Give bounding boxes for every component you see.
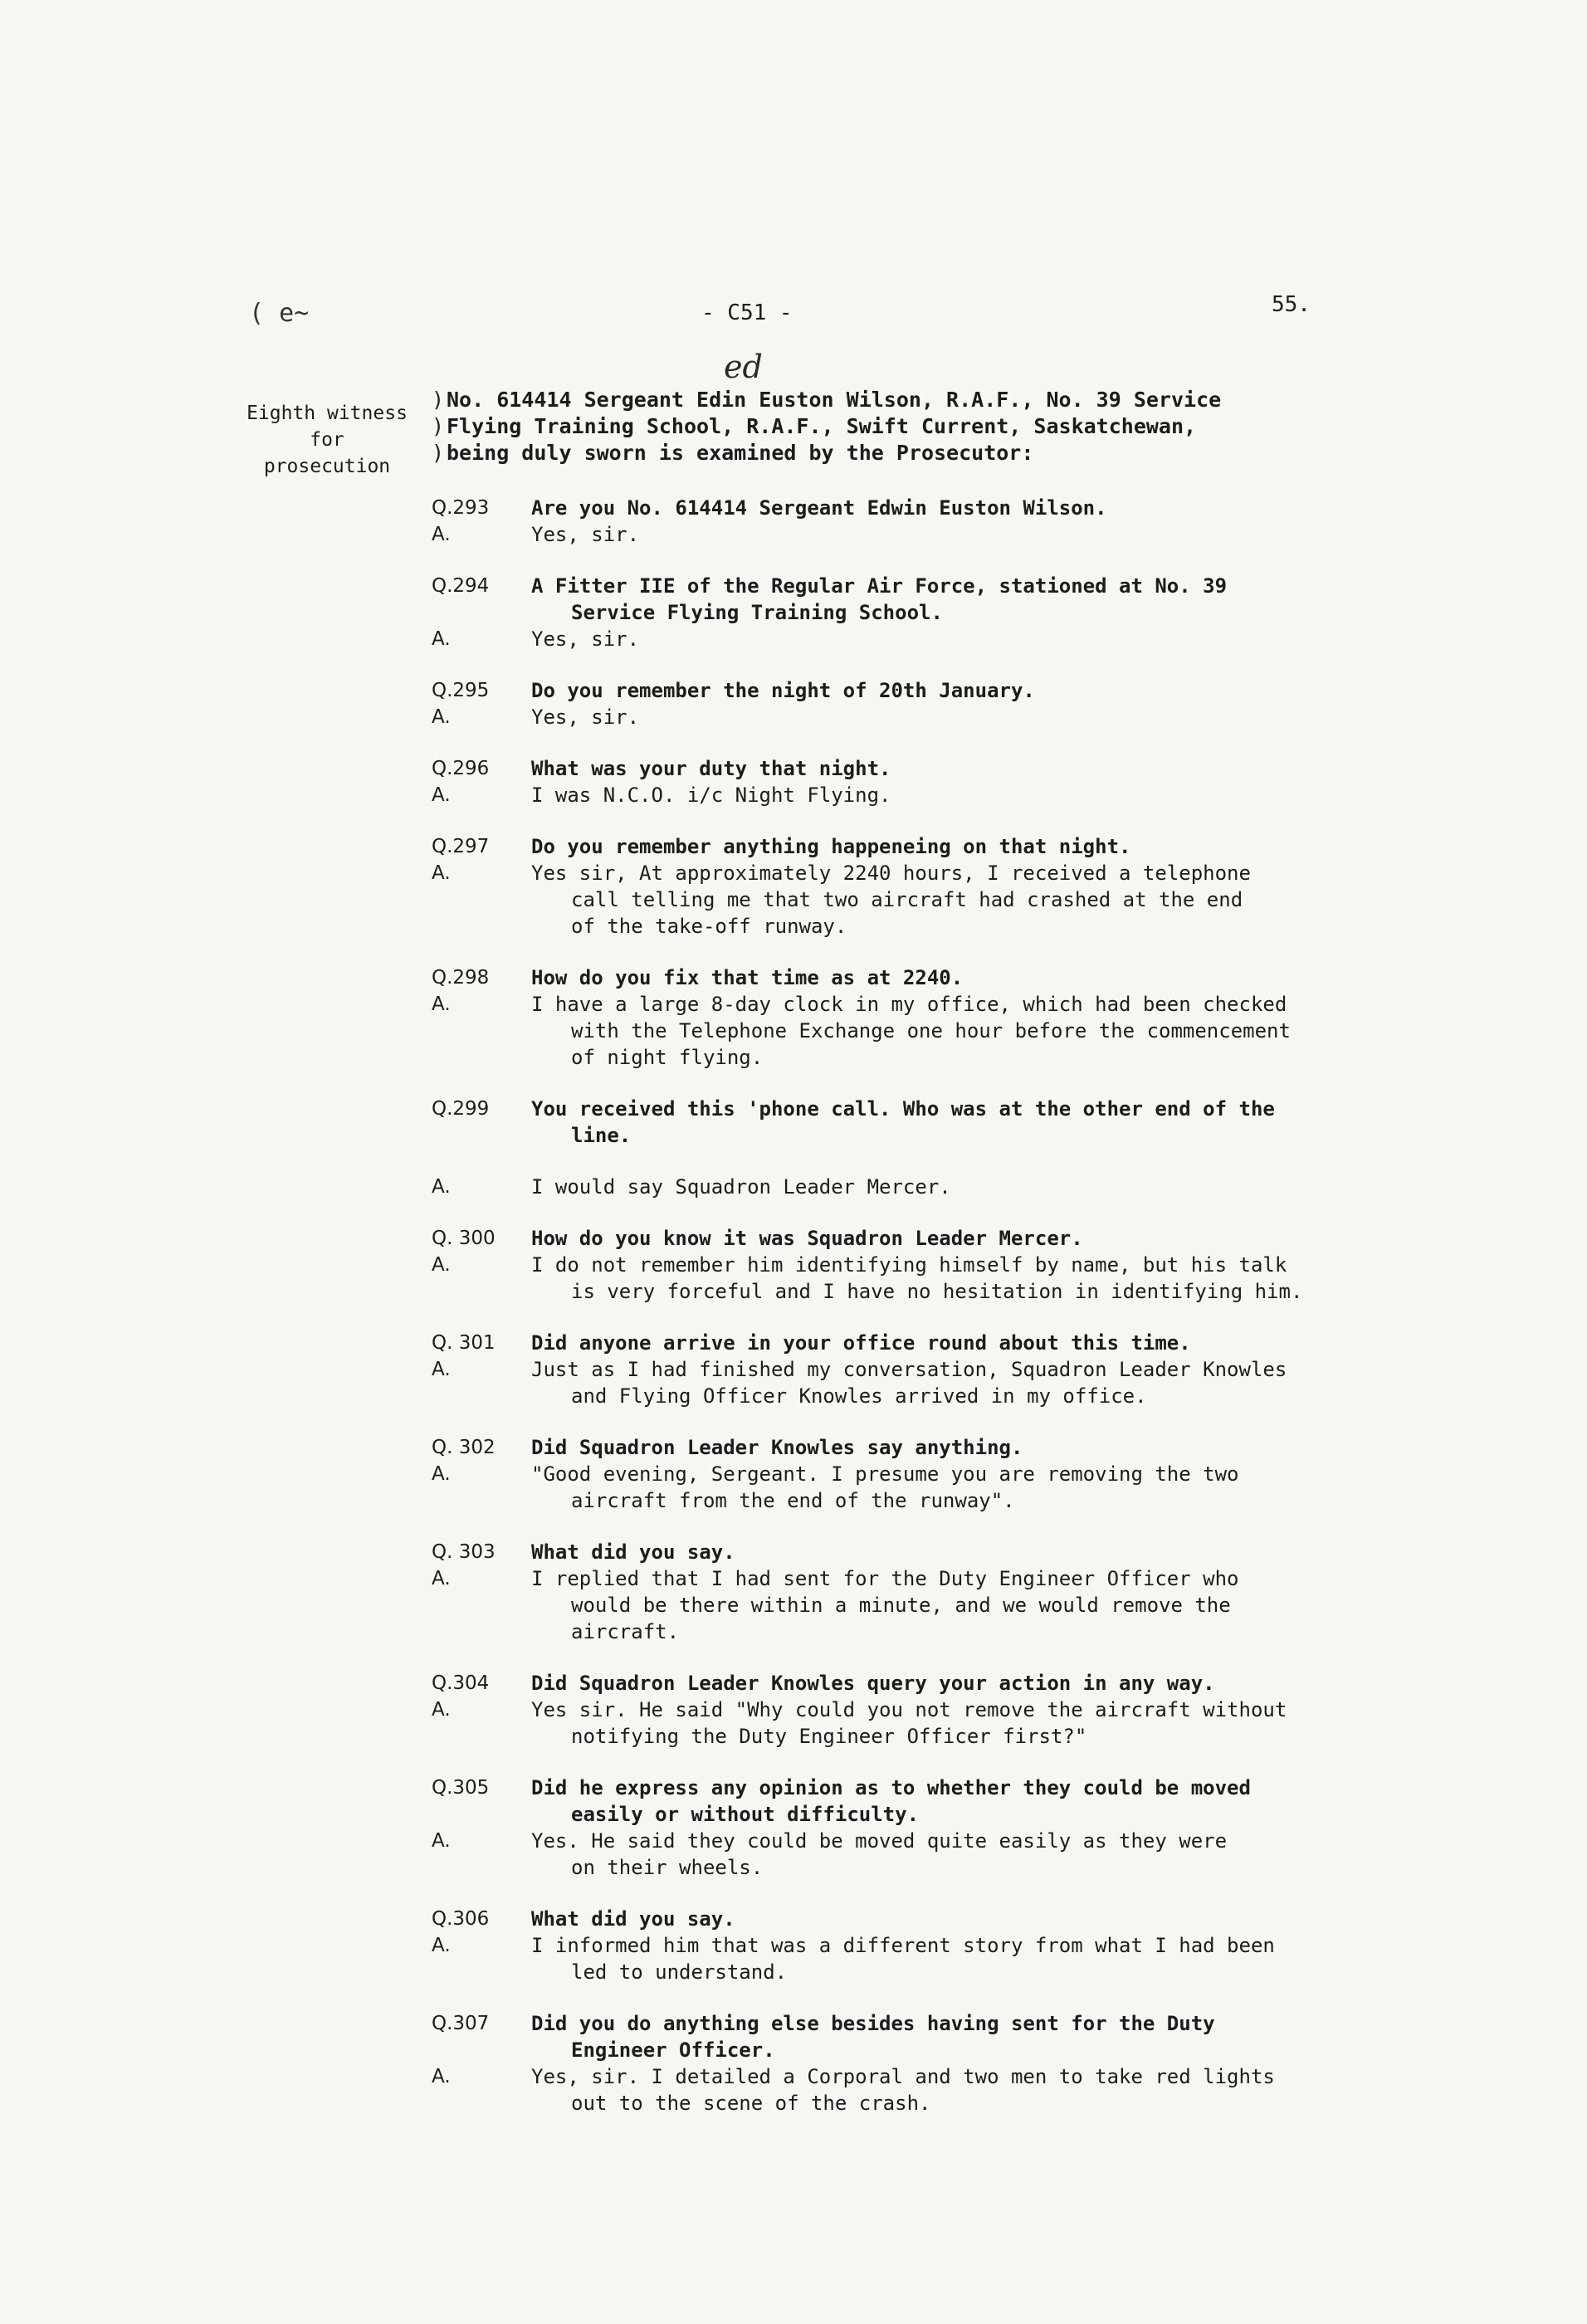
- question-number: Q.298: [432, 967, 490, 989]
- question-line: Engineer Officer.: [571, 2038, 775, 2062]
- answer-label: A.: [432, 628, 451, 650]
- question-number: Q. 303: [432, 1541, 496, 1563]
- qa-block: [432, 573, 1378, 652]
- qa-block: [432, 677, 1378, 730]
- answer-line: I do not remember him identifying himself by name, but his talk: [531, 1253, 1287, 1277]
- question-line: Did he express any opinion as to whether they could be moved: [531, 1776, 1251, 1799]
- margin-handwritten-mark: ( e~: [249, 299, 310, 328]
- answer-label: A.: [432, 1463, 451, 1485]
- answer-line: aircraft from the end of the runway".: [571, 1489, 1015, 1512]
- question-number: Q.307: [432, 2013, 490, 2034]
- qa-block: [432, 1330, 1378, 1409]
- qa-block: [432, 495, 1378, 548]
- answer-label: A.: [432, 2066, 451, 2087]
- answer-line: I replied that I had sent for the Duty Engineer Officer who: [531, 1567, 1239, 1590]
- answer-label: A.: [432, 1254, 451, 1276]
- question-text: [531, 833, 1378, 860]
- question-text: [531, 1330, 1378, 1356]
- qa-block: [432, 1225, 1378, 1305]
- answer-line: notifying the Duty Engineer Officer first?": [571, 1725, 1087, 1748]
- question-text: [531, 1906, 1378, 1932]
- question-line: Do you remember anything happeneing on that night.: [531, 835, 1131, 858]
- answer-label: A.: [432, 706, 451, 728]
- answer-text: [531, 1932, 1378, 1985]
- question-line: Did Squadron Leader Knowles query your action in any way.: [531, 1672, 1215, 1695]
- question-number: Q.293: [432, 497, 490, 519]
- answer-text: [531, 1252, 1378, 1305]
- question-text: [531, 964, 1378, 991]
- question-line: How do you fix that time as at 2240.: [531, 966, 964, 989]
- answer-line: led to understand.: [571, 1960, 788, 1984]
- question-number: Q.296: [432, 758, 490, 779]
- question-number: Q. 300: [432, 1228, 496, 1249]
- question-number: Q.306: [432, 1908, 490, 1930]
- margin-label-line: for: [310, 429, 344, 451]
- answer-line: "Good evening, Sergeant. I presume you are removing the two: [531, 1462, 1239, 1486]
- answer-line: with the Telephone Exchange one hour before the commencement: [571, 1019, 1291, 1042]
- answer-line: call telling me that two aircraft had crashed at the end: [571, 888, 1243, 911]
- question-number: Q.305: [432, 1777, 490, 1799]
- answer-label: A.: [432, 1568, 451, 1589]
- answer-line: of night flying.: [571, 1046, 764, 1069]
- answer-label: A.: [432, 1359, 451, 1380]
- answer-label: A.: [432, 1699, 451, 1721]
- handwritten-initials: ed: [724, 349, 763, 385]
- page-code: - C51 -: [701, 300, 793, 325]
- answer-line: Yes. He said they could be moved quite easily as they were: [531, 1829, 1228, 1853]
- question-text: [531, 2010, 1378, 2063]
- question-number: Q.295: [432, 680, 490, 701]
- answer-label: A.: [432, 862, 451, 884]
- question-line: line.: [571, 1124, 632, 1147]
- answer-text: [531, 626, 1378, 652]
- answer-text: [531, 1461, 1378, 1514]
- answer-line: Yes, sir.: [531, 706, 640, 729]
- answer-label: A.: [432, 524, 451, 545]
- question-number: Q.294: [432, 575, 490, 597]
- question-text: [531, 1775, 1378, 1828]
- question-number: Q. 302: [432, 1437, 496, 1458]
- answer-text: [531, 991, 1378, 1071]
- answer-line: Yes sir. He said "Why could you not remove the aircraft without: [531, 1698, 1287, 1721]
- answer-line: Yes sir, At approximately 2240 hours, I received a telephone: [531, 862, 1251, 885]
- answer-line: of the take-off runway.: [571, 915, 847, 938]
- qa-block: [432, 1434, 1378, 1514]
- question-text: [531, 495, 1378, 521]
- question-line: What was your duty that night.: [531, 757, 891, 780]
- intro-line: Flying Training School, R.A.F., Swift Current, Saskatchewan,: [447, 414, 1197, 438]
- question-line: Did Squadron Leader Knowles say anything.: [531, 1436, 1023, 1459]
- answer-line: would be there within a minute, and we would remove the: [571, 1594, 1231, 1617]
- qa-block: [432, 1906, 1378, 1985]
- examination-transcript: [432, 495, 1378, 2116]
- answer-text: [531, 704, 1378, 730]
- answer-line: I would say Squadron Leader Mercer.: [531, 1175, 951, 1199]
- question-number: Q. 301: [432, 1332, 496, 1354]
- answer-label: A.: [432, 784, 451, 806]
- answer-line: out to the scene of the crash.: [571, 2092, 931, 2115]
- answer-line: I informed him that was a different story from what I had been: [531, 1934, 1275, 1957]
- question-line: What did you say.: [531, 1540, 735, 1564]
- question-text: [531, 1434, 1378, 1461]
- answer-label: A.: [432, 994, 451, 1015]
- margin-label-line: Eighth witness: [247, 403, 408, 424]
- answer-text: [531, 1697, 1378, 1750]
- page-number: 55.: [1272, 292, 1311, 317]
- intro-line: being duly sworn is examined by the Prosecutor:: [447, 441, 1034, 465]
- qa-block: [432, 2010, 1378, 2116]
- answer-label: A.: [432, 1830, 451, 1852]
- question-text: [531, 677, 1378, 704]
- answer-line: on their wheels.: [571, 1856, 764, 1879]
- answer-label: A.: [432, 1935, 451, 1956]
- answer-line: I have a large 8-day clock in my office, which had been checked: [531, 993, 1287, 1016]
- qa-block: [432, 755, 1378, 808]
- answer-label: A.: [432, 1176, 451, 1198]
- witness-margin-label: [227, 400, 427, 480]
- question-number: Q.297: [432, 836, 490, 857]
- question-number: Q.299: [432, 1098, 490, 1120]
- qa-block: [432, 1670, 1378, 1750]
- question-line: Do you remember the night of 20th January.: [531, 679, 1035, 702]
- intro-line: No. 614414 Sergeant Edin Euston Wilson, R.A.F., No. 39 Service: [447, 388, 1222, 412]
- qa-block: [432, 1775, 1378, 1881]
- answer-line: aircraft.: [571, 1620, 680, 1643]
- witness-introduction: ) No. 614414 Sergeant Edin Euston Wilson, R.A.F., No. 39 Service ) Flying Training School, R.A.F., Swift Current, Saskatchewan, ) being duly sworn is examined by the Prosecutor:: [432, 388, 1222, 465]
- answer-text: [531, 1565, 1378, 1645]
- question-text: [531, 1539, 1378, 1565]
- answer-line: Yes, sir.: [531, 627, 640, 651]
- question-number: Q.304: [432, 1672, 490, 1694]
- qa-block: [432, 1096, 1378, 1200]
- question-text: [531, 1096, 1378, 1149]
- question-line: What did you say.: [531, 1907, 735, 1931]
- answer-text: [531, 1174, 1378, 1200]
- question-line: easily or without difficulty.: [571, 1803, 920, 1826]
- qa-block: [432, 1539, 1378, 1645]
- question-text: [531, 573, 1378, 626]
- question-line: Service Flying Training School.: [571, 601, 943, 624]
- answer-line: I was N.C.O. i/c Night Flying.: [531, 784, 891, 807]
- margin-label-line: prosecution: [263, 456, 391, 477]
- answer-line: Yes, sir. I detailed a Corporal and two men to take red lights: [531, 2065, 1275, 2088]
- qa-block: [432, 964, 1378, 1071]
- question-line: Are you No. 614414 Sergeant Edwin Euston Wilson.: [531, 496, 1107, 520]
- question-text: [531, 755, 1378, 782]
- answer-text: [531, 860, 1378, 940]
- question-line: Did you do anything else besides having sent for the Duty: [531, 2012, 1215, 2035]
- question-line: A Fitter IIE of the Regular Air Force, stationed at No. 39: [531, 574, 1228, 598]
- answer-line: Just as I had finished my conversation, Squadron Leader Knowles: [531, 1358, 1287, 1381]
- answer-text: [531, 1828, 1378, 1881]
- answer-text: [531, 2063, 1378, 2116]
- qa-block: [432, 833, 1378, 940]
- answer-text: [531, 521, 1378, 548]
- answer-text: [531, 1356, 1378, 1409]
- question-text: [531, 1670, 1378, 1697]
- question-line: You received this 'phone call. Who was at the other end of the: [531, 1097, 1275, 1120]
- answer-text: [531, 782, 1378, 808]
- question-line: How do you know it was Squadron Leader Mercer.: [531, 1227, 1083, 1250]
- answer-line: and Flying Officer Knowles arrived in my office.: [571, 1384, 1147, 1408]
- answer-line: Yes, sir.: [531, 523, 640, 546]
- question-line: Did anyone arrive in your office round about this time.: [531, 1331, 1191, 1355]
- question-text: [531, 1225, 1378, 1252]
- answer-line: is very forceful and I have no hesitation in identifying him.: [571, 1280, 1303, 1303]
